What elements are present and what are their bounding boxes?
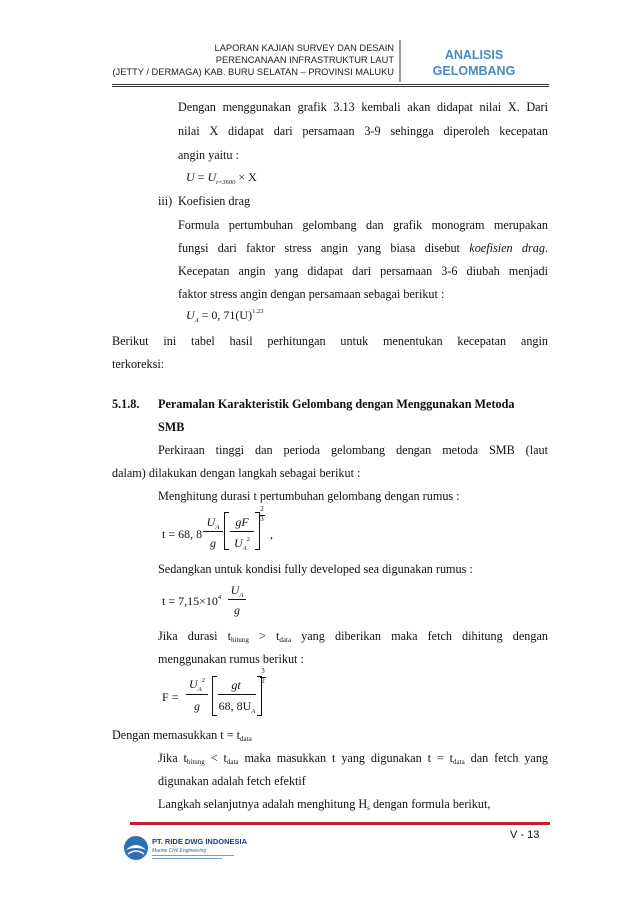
paragraph-2-line-3: Kecepatan angin yang didapat dari persamaan 3-6 diubah menjadi	[178, 264, 548, 278]
paragraph-4-line-2: dalam) dilakukan dengan langkah sebagai berikut :	[112, 466, 361, 480]
section-title-line-2: SMB	[158, 420, 185, 434]
list-title-drag: Koefisien drag	[178, 194, 251, 208]
header-line-3: (JETTY / DERMAGA) KAB. BURU SELATAN – PROVINSI MALUKU	[112, 67, 394, 77]
paragraph-8: Dengan memasukkan t = tdata	[112, 728, 252, 743]
header-separator	[399, 40, 401, 82]
paragraph-3-line-1: Berikut ini tabel hasil perhitungan untuk menentukan kecepatan angin	[112, 334, 548, 348]
company-logo	[122, 830, 262, 866]
paragraph-9-line-2: digunakan adalah fetch efektif	[158, 774, 306, 788]
paragraph-2-line-4: faktor stress angin dengan persamaan sebagai berikut :	[178, 287, 445, 301]
paragraph-1-line-2: nilai X didapat dari persamaan 3-9 sehingga diperoleh kecepatan	[178, 124, 548, 138]
paragraph-5: Menghitung durasi t pertumbuhan gelombang dengan rumus :	[158, 489, 460, 503]
paragraph-2-line-2: fungsi dari faktor stress angin yang biasa disebut koefisien drag.	[178, 241, 549, 255]
paragraph-6: Sedangkan untuk kondisi fully developed sea digunakan rumus :	[158, 562, 473, 576]
logo-text: PT. RIDE DWG INDONESIA	[152, 837, 248, 846]
paragraph-9-line-1: Jika thitung < tdata maka masukkan t yang digunakan t = tdata dan fetch yang	[158, 751, 549, 766]
header-section-line-2: GELOMBANG	[432, 64, 516, 78]
paragraph-4-line-1: Perkiraan tinggi dan perioda gelombang dengan metoda SMB (laut	[158, 443, 548, 457]
header-line-2: PERENCANAAN INFRASTRUKTUR LAUT	[215, 55, 394, 65]
paragraph-7-line-2: menggunakan rumus berikut :	[158, 652, 304, 666]
header-rule	[112, 84, 549, 87]
header-section-line-1: ANALISIS	[444, 48, 504, 62]
paragraph-7-line-1: Jika durasi thitung > tdata yang diberikan maka fetch dihitung dengan	[158, 629, 548, 644]
header-title-block	[112, 42, 394, 78]
list-label-iii: iii)	[158, 194, 173, 208]
paragraph-1-line-1: Dengan menggunakan grafik 3.13 kembali akan didapat nilai X. Dari	[178, 100, 548, 114]
company-logo-icon	[122, 830, 262, 866]
page-number: V - 13	[510, 829, 540, 841]
footer-rule	[130, 822, 550, 825]
header-section-title	[414, 47, 534, 79]
paragraph-10: Langkah selanjutnya adalah menghitung Hs dengan formula berikut,	[158, 797, 491, 812]
equation-wind-speed: $U = U_{t=3600} \times X$	[186, 170, 257, 186]
paragraph-3-line-2: terkoreksi:	[112, 357, 165, 371]
equation-wind-stress: $U_A = 0$, $71(U)^{1.23}$	[186, 308, 264, 324]
section-title-line-1: Peramalan Karakteristik Gelombang dengan Menggunakan Metoda	[158, 397, 515, 411]
header-line-1: LAPORAN KAJIAN SURVEY DAN DESAIN	[214, 43, 394, 53]
logo-subtext: Marine Civil Engineering	[152, 848, 207, 854]
paragraph-1-line-3: angin yaitu :	[178, 148, 239, 162]
section-number: 5.1.8.	[112, 397, 140, 411]
paragraph-2-line-1: Formula pertumbuhan gelombang dan grafik monogram merupakan	[178, 218, 548, 232]
